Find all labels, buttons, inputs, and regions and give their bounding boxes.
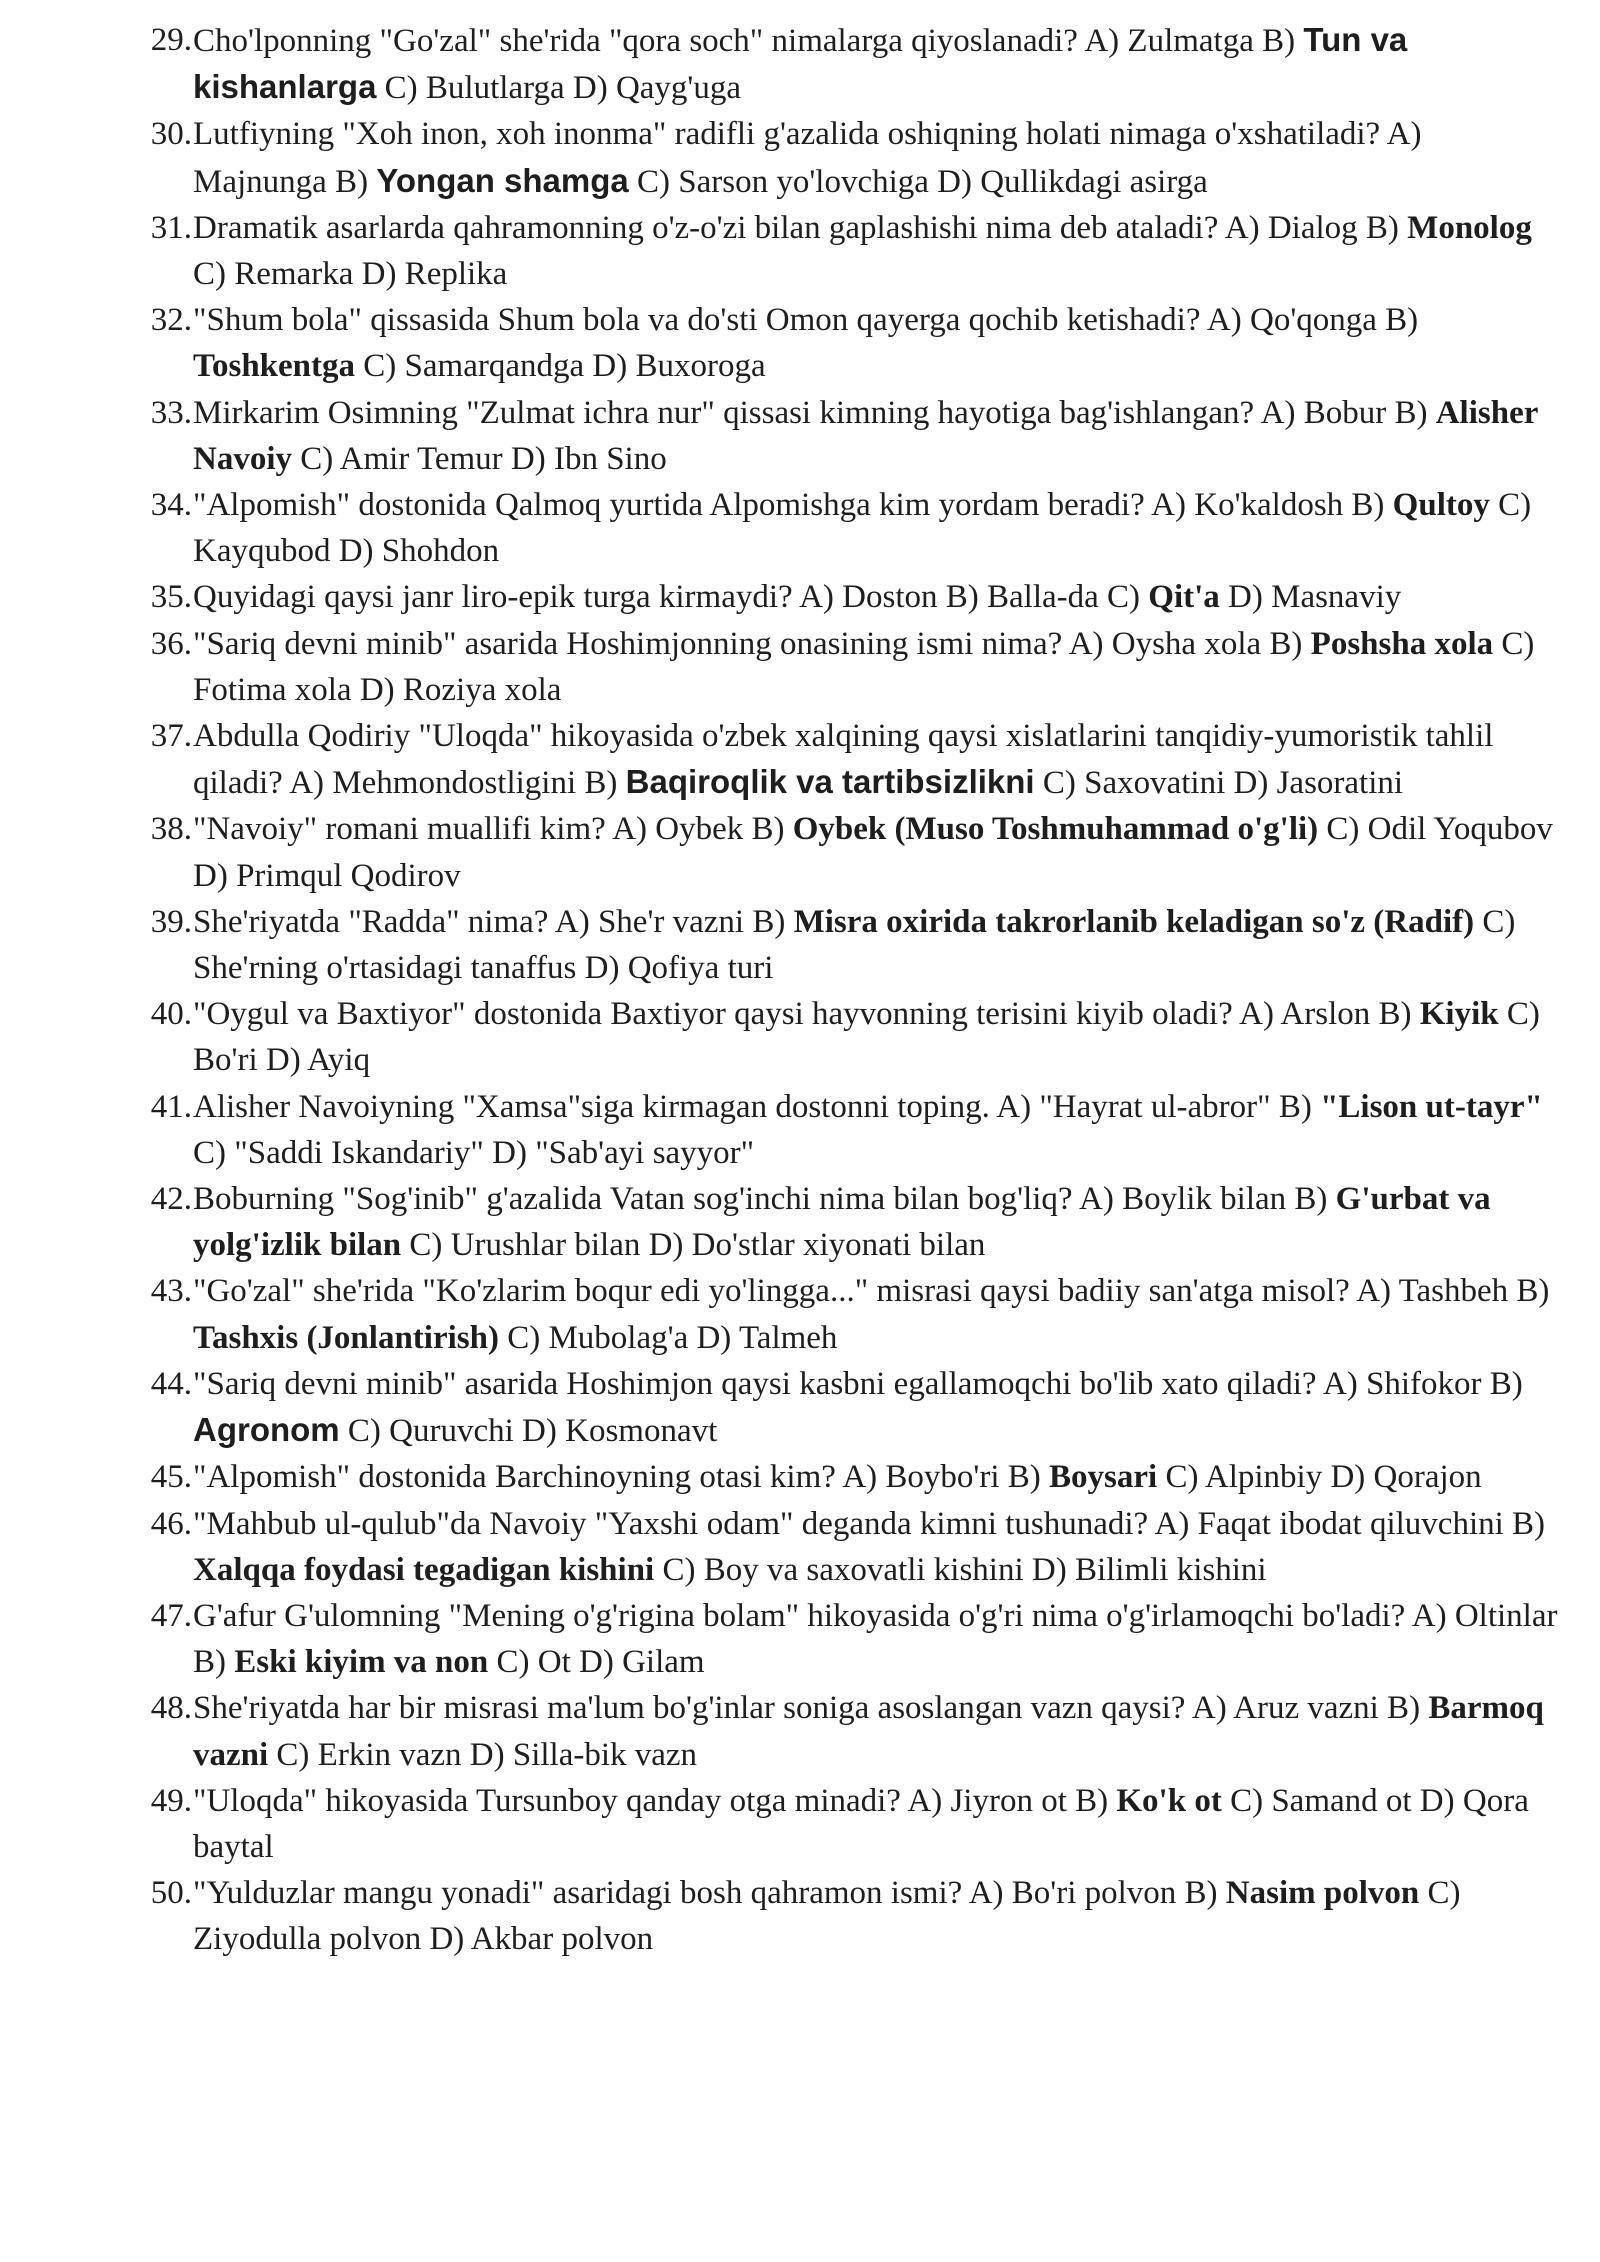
remaining-options: C) Ziyodulla polvon D) Akbar polvon: [193, 1875, 1461, 1958]
question-number: 50.: [150, 1875, 192, 1912]
correct-answer: Xalqqa foydasi tegadigan kishini: [193, 1551, 655, 1588]
remaining-options: C) Odil Yoqubov D) Primqul Qodirov: [193, 811, 1553, 894]
question-text: [193, 1685, 1560, 1777]
correct-answer: Tashxis (Jonlantirish): [193, 1319, 499, 1356]
question-number: 43.: [150, 1273, 192, 1310]
question-text: [193, 899, 1560, 991]
remaining-options: C) Remarka D) Replika: [193, 256, 508, 293]
correct-answer: Agronom: [193, 1411, 340, 1449]
correct-answer: Alisher Navoiy: [193, 394, 1538, 477]
question-item: [0, 1593, 1600, 1685]
correct-answer: Monolog: [1407, 209, 1532, 246]
question-prompt: "Alpomish" dostonida Barchinoyning otasi kim? A) Boybo'ri B): [193, 1459, 1041, 1496]
question-number: 39.: [150, 903, 192, 940]
remaining-options: C) "Saddi Iskandariy" D) "Sab'ayi sayyor": [193, 1134, 755, 1171]
question-number: 48.: [150, 1690, 192, 1727]
correct-answer: Oybek (Muso Toshmuhammad o'g'li): [792, 811, 1319, 848]
question-text: [193, 17, 1560, 111]
question-text: [193, 297, 1560, 389]
question-text: [193, 1176, 1560, 1268]
question-text: [193, 390, 1560, 482]
question-item: [0, 1454, 1600, 1500]
question-text: [193, 1870, 1560, 1962]
question-number: 49.: [150, 1782, 192, 1819]
remaining-options: C) Kayqubod D) Shohdon: [193, 487, 1532, 570]
question-item: [0, 574, 1600, 620]
question-item: [0, 621, 1600, 713]
question-text: [193, 205, 1560, 297]
question-text: [193, 1501, 1560, 1593]
question-number: 33.: [150, 394, 192, 431]
remaining-options: C) Urushlar bilan D) Do'stlar xiyonati bilan: [409, 1227, 986, 1264]
correct-answer: Eski kiyim va non: [234, 1644, 489, 1681]
question-prompt: Abdulla Qodiriy "Uloqda" hikoyasida o'zbek xalqining qaysi xislatlarini tanqidiy-yumoristik tahlil qiladi? A) Mehmondostligini B): [193, 718, 1494, 802]
question-prompt: "Shum bola" qissasida Shum bola va do'sti Omon qayerga qochib ketishadi? A) Qo'qonga B): [193, 302, 1419, 339]
question-item: [0, 1685, 1600, 1777]
question-text: [193, 1268, 1560, 1360]
question-prompt: She'riyatda har bir misrasi ma'lum bo'g'inlar soniga asoslangan vazn qaysi? A) Aruz vazni B): [193, 1690, 1421, 1727]
question-text: [193, 1593, 1560, 1685]
question-prompt: "Uloqda" hikoyasida Tursunboy qanday otga minadi? A) Jiyron ot B): [193, 1782, 1109, 1819]
question-prompt: "Sariq devni minib" asarida Hoshimjonning onasining ismi nima? A) Oysha xola B): [193, 625, 1303, 662]
question-item: [0, 899, 1600, 991]
question-number: 34.: [150, 487, 192, 524]
question-item: [0, 390, 1600, 482]
question-number: 32.: [150, 302, 192, 339]
question-text: [193, 111, 1560, 204]
question-number: 31.: [150, 209, 192, 246]
question-prompt: Dramatik asarlarda qahramonning o'z-o'zi bilan gaplashishi nima deb ataladi? A) Dialog B): [193, 209, 1399, 246]
question-number: 38.: [150, 811, 192, 848]
question-text: [193, 574, 1560, 620]
question-prompt: Quyidagi qaysi janr liro-epik turga kirmaydi? A) Doston B) Balla-da C): [193, 579, 1141, 616]
question-item: [0, 205, 1600, 297]
question-prompt: "Yulduzlar mangu yonadi" asaridagi bosh qahramon ismi? A) Bo'ri polvon B): [193, 1875, 1218, 1912]
question-text: [193, 806, 1560, 898]
question-number: 46.: [150, 1505, 192, 1542]
remaining-options: C) Amir Temur D) Ibn Sino: [300, 440, 667, 477]
question-number: 45.: [150, 1459, 192, 1496]
question-number: 47.: [150, 1597, 192, 1634]
remaining-options: C) Ot D) Gilam: [496, 1644, 705, 1681]
question-item: [0, 297, 1600, 389]
question-number: 42.: [150, 1181, 192, 1218]
correct-answer: Baqiroqlik va tartibsizlikni: [625, 763, 1035, 801]
remaining-options: C) Boy va saxovatli kishini D) Bilimli kishini: [662, 1551, 1267, 1588]
correct-answer: Qit'a: [1148, 579, 1220, 616]
remaining-options: C) She'rning o'rtasidagi tanaffus D) Qofiya turi: [193, 903, 1516, 987]
question-prompt: "Navoiy" romani muallifi kim? A) Oybek B): [193, 811, 785, 848]
question-item: [0, 482, 1600, 574]
remaining-options: C) Saxovatini D) Jasoratini: [1042, 765, 1404, 802]
correct-answer: Ko'k ot: [1116, 1782, 1222, 1819]
question-item: [0, 1084, 1600, 1176]
correct-answer: "Lison ut-tayr": [1320, 1088, 1543, 1125]
remaining-options: C) Mubolag'a D) Talmeh: [507, 1319, 838, 1356]
question-number: 44.: [150, 1365, 192, 1402]
correct-answer: Tun va kishanlarga: [193, 21, 1408, 106]
remaining-options: C) Alpinbiy D) Qorajon: [1165, 1459, 1482, 1496]
remaining-options: C) Fotima xola D) Roziya xola: [193, 625, 1535, 708]
question-prompt: Cho'lponning "Go'zal" she'rida "qora soch" nimalarga qiyoslanadi? A) Zulmatga B): [193, 23, 1296, 59]
question-prompt: Lutfiyning "Xoh inon, xoh inonma" radifli g'azalida oshiqning holati nimaga o'xshatiladi? A) Majnunga B): [193, 116, 1422, 200]
question-prompt: Boburning "Sog'inib" g'azalida Vatan sog'inchi nima bilan bog'liq? A) Boylik bilan B): [193, 1181, 1328, 1218]
correct-answer: Qultoy: [1392, 487, 1490, 524]
question-prompt: "Oygul va Baxtiyor" dostonida Baxtiyor qaysi hayvonning terisini kiyib oladi? A) Arslon B): [193, 996, 1412, 1033]
question-number: 40.: [150, 996, 192, 1033]
question-prompt: "Alpomish" dostonida Qalmoq yurtida Alpomishga kim yordam beradi? A) Ko'kaldosh B): [193, 487, 1385, 524]
correct-answer: Boysari: [1049, 1459, 1158, 1496]
question-prompt: Mirkarim Osimning "Zulmat ichra nur" qissasi kimning hayotiga bag'ishlangan? A) Bobur B): [193, 394, 1428, 431]
remaining-options: C) Samand ot D) Qora baytal: [193, 1782, 1529, 1865]
question-item: [0, 1870, 1600, 1962]
question-number: 35.: [150, 579, 192, 616]
question-text: [193, 482, 1560, 574]
correct-answer: Barmoq vazni: [193, 1690, 1544, 1773]
correct-answer: Nasim polvon: [1225, 1875, 1420, 1912]
remaining-options: C) Sarson yo'lovchiga D) Qullikdagi asirga: [637, 163, 1208, 200]
question-prompt: "Sariq devni minib" asarida Hoshimjon qaysi kasbni egallamoqchi bo'lib xato qiladi? A) Shifokor B): [193, 1365, 1523, 1402]
question-item: [0, 1268, 1600, 1360]
question-text: [193, 1778, 1560, 1870]
question-item: [0, 1501, 1600, 1593]
question-prompt: G'afur G'ulomning "Mening o'g'rigina bolam" hikoyasida o'g'ri nima o'g'irlamoqchi bo'ladi? A) Oltinlar B): [193, 1597, 1558, 1681]
question-text: [193, 621, 1560, 713]
remaining-options: C) Bulutlarga D) Qayg'uga: [384, 70, 742, 107]
question-item: [0, 17, 1600, 111]
question-item: [0, 1778, 1600, 1870]
question-number: 29.: [150, 22, 192, 58]
question-item: [0, 991, 1600, 1083]
correct-answer: Misra oxirida takrorlanib keladigan so'z (Radif): [793, 903, 1475, 940]
question-list: [0, 17, 1600, 1963]
question-text: [193, 1454, 1560, 1500]
question-item: [0, 1176, 1600, 1268]
remaining-options: C) Erkin vazn D) Silla-bik vazn: [276, 1736, 698, 1773]
question-number: 30.: [150, 116, 192, 153]
correct-answer: Kiyik: [1419, 996, 1499, 1033]
question-text: [193, 713, 1560, 806]
question-item: [0, 111, 1600, 204]
remaining-options: D) Masnaviy: [1228, 579, 1402, 616]
correct-answer: Toshkentga: [193, 348, 356, 385]
question-text: [193, 1361, 1560, 1454]
remaining-options: C) Bo'ri D) Ayiq: [193, 996, 1540, 1079]
remaining-options: C) Quruvchi D) Kosmonavt: [347, 1413, 718, 1450]
correct-answer: G'urbat va yolg'izlik bilan: [193, 1181, 1491, 1264]
question-text: [193, 1084, 1560, 1176]
question-item: [0, 713, 1600, 806]
question-number: 36.: [150, 625, 192, 662]
question-item: [0, 806, 1600, 898]
question-number: 37.: [150, 718, 192, 755]
remaining-options: C) Samarqandga D) Buxoroga: [363, 348, 766, 385]
question-prompt: "Mahbub ul-qulub"da Navoiy "Yaxshi odam" deganda kimni tushunadi? A) Faqat ibodat qiluvchini B): [193, 1505, 1546, 1542]
question-prompt: She'riyatda "Radda" nima? A) She'r vazni B): [193, 903, 786, 940]
correct-answer: Yongan shamga: [376, 161, 629, 199]
correct-answer: Poshsha xola: [1310, 625, 1494, 662]
question-number: 41.: [150, 1088, 192, 1125]
question-prompt: Alisher Navoiyning "Xamsa"siga kirmagan dostonni toping. A) "Hayrat ul-abror" B): [193, 1088, 1312, 1125]
question-prompt: "Go'zal" she'rida "Ko'zlarim boqur edi yo'lingga..." misrasi qaysi badiiy san'atga misol? A) Tashbeh B): [193, 1273, 1550, 1310]
question-item: [0, 1361, 1600, 1454]
question-text: [193, 991, 1560, 1083]
